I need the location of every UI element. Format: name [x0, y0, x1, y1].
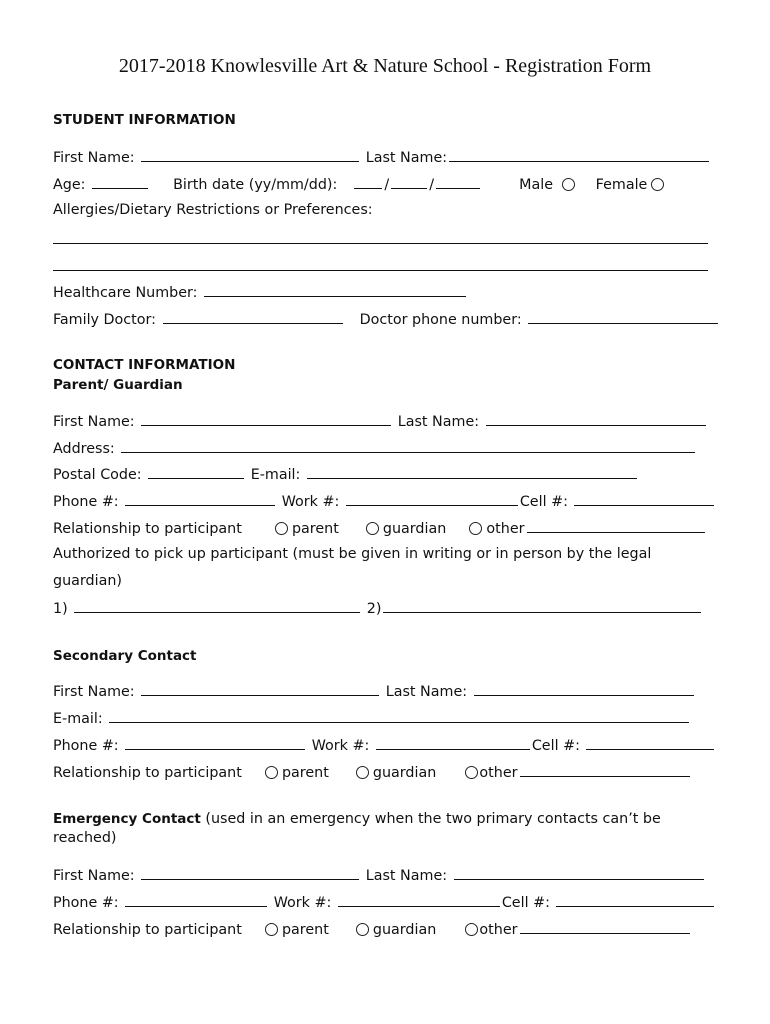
guardian-phone-row: [53, 490, 716, 510]
last-name-label: Last Name:: [397, 414, 480, 430]
phone-label: Phone #:: [53, 738, 119, 754]
address-row: [53, 437, 697, 457]
guardian-label: guardian: [372, 922, 437, 938]
guardian-radio[interactable]: [356, 766, 369, 779]
healthcare-row: [53, 281, 468, 301]
email-label: E-mail:: [53, 711, 103, 727]
allergies-row: [53, 200, 373, 220]
last-name-label: Last Name:: [365, 150, 448, 166]
guardian-first-name-field[interactable]: [141, 410, 391, 426]
authorized-pickup-label: Authorized to pick up participant (must be given in writing or in person by the legal: [53, 546, 652, 562]
secondary-last-name-field[interactable]: [474, 680, 694, 696]
first-name-label: First Name:: [53, 150, 135, 166]
pickup-person-1-field[interactable]: [74, 597, 360, 613]
secondary-work-field[interactable]: [376, 734, 530, 750]
emergency-phone-row: [53, 891, 716, 911]
healthcare-number-field[interactable]: [204, 281, 466, 297]
work-label: Work #:: [281, 494, 340, 510]
guardian-relationship-row: [53, 517, 707, 537]
first-name-label: First Name:: [53, 684, 135, 700]
guardian-phone-field[interactable]: [125, 490, 275, 506]
first-name-label: First Name:: [53, 868, 135, 884]
other-radio[interactable]: [465, 766, 478, 779]
guardian-label: guardian: [372, 765, 437, 781]
form-title: 2017-2018 Knowlesville Art & Nature School - Registration Form: [118, 55, 652, 77]
authorized-pickup-label-cont: guardian): [53, 573, 122, 589]
secondary-email-row: [53, 707, 691, 727]
secondary-name-row: [53, 680, 696, 700]
student-name-row: [53, 146, 711, 166]
secondary-relationship-row: [53, 761, 692, 781]
first-name-label: First Name:: [53, 414, 135, 430]
work-label: Work #:: [311, 738, 370, 754]
birth-month-field[interactable]: [391, 173, 427, 189]
date-separator: /: [429, 177, 435, 193]
emergency-phone-field[interactable]: [125, 891, 267, 907]
emergency-contact-note: (used in an emergency when the two primary contacts can’t be reached): [53, 811, 661, 846]
cell-label: Cell #:: [519, 494, 568, 510]
emergency-relationship-row: [53, 918, 692, 938]
male-radio[interactable]: [562, 178, 575, 191]
other-relationship-field[interactable]: [520, 918, 690, 934]
secondary-phone-row: [53, 734, 716, 754]
parent-label: parent: [291, 521, 339, 537]
emergency-contact-heading: Emergency Contact: [53, 811, 201, 827]
allergies-label: Allergies/Dietary Restrictions or Preferences:: [53, 202, 373, 218]
student-information-heading: STUDENT INFORMATION: [53, 112, 236, 128]
other-relationship-field[interactable]: [527, 517, 705, 533]
other-radio[interactable]: [465, 923, 478, 936]
secondary-first-name-field[interactable]: [141, 680, 379, 696]
family-doctor-label: Family Doctor:: [53, 312, 156, 328]
doctor-phone-field[interactable]: [528, 308, 718, 324]
age-label: Age:: [53, 177, 86, 193]
date-separator: /: [384, 177, 390, 193]
address-field[interactable]: [121, 437, 695, 453]
work-label: Work #:: [273, 895, 332, 911]
cell-label: Cell #:: [501, 895, 550, 911]
healthcare-number-label: Healthcare Number:: [53, 285, 198, 301]
authorized-row: [53, 544, 651, 564]
student-last-name-field[interactable]: [449, 146, 709, 162]
guardian-cell-field[interactable]: [574, 490, 714, 506]
phone-label: Phone #:: [53, 494, 119, 510]
emergency-contact-header: [53, 810, 693, 848]
family-doctor-field[interactable]: [163, 308, 343, 324]
female-label: Female: [595, 177, 648, 193]
birth-day-field[interactable]: [436, 173, 480, 189]
emergency-name-row: [53, 864, 706, 884]
guardian-radio[interactable]: [356, 923, 369, 936]
cell-label: Cell #:: [531, 738, 580, 754]
parent-label: parent: [281, 922, 329, 938]
doctor-phone-label: Doctor phone number:: [359, 312, 522, 328]
student-age-row: [53, 173, 668, 193]
birth-date-label: Birth date (yy/mm/dd):: [173, 177, 338, 193]
email-label: E-mail:: [250, 467, 301, 483]
parent-label: parent: [281, 765, 329, 781]
birth-year-field[interactable]: [354, 173, 382, 189]
other-label: other: [479, 765, 518, 781]
authorized-cont-row: [53, 571, 122, 591]
female-radio[interactable]: [651, 178, 664, 191]
postal-code-field[interactable]: [148, 463, 244, 479]
secondary-phone-field[interactable]: [125, 734, 305, 750]
parent-guardian-subheading: Parent/ Guardian: [53, 377, 183, 393]
doctor-row: [53, 308, 720, 328]
parent-radio[interactable]: [265, 923, 278, 936]
postal-code-label: Postal Code:: [53, 467, 142, 483]
other-radio[interactable]: [469, 522, 482, 535]
postal-email-row: [53, 463, 639, 483]
guardian-last-name-field[interactable]: [486, 410, 706, 426]
secondary-cell-field[interactable]: [586, 734, 714, 750]
pickup-2-label: 2): [366, 601, 382, 617]
parent-radio[interactable]: [275, 522, 288, 535]
allergies-line-1[interactable]: [53, 243, 708, 244]
other-label: other: [486, 521, 525, 537]
secondary-email-field[interactable]: [109, 707, 689, 723]
guardian-radio[interactable]: [366, 522, 379, 535]
relationship-label: Relationship to participant: [53, 521, 242, 537]
phone-label: Phone #:: [53, 895, 119, 911]
allergies-line-2[interactable]: [53, 270, 708, 271]
other-label: other: [479, 922, 518, 938]
guardian-email-field[interactable]: [307, 463, 637, 479]
guardian-label: guardian: [382, 521, 447, 537]
emergency-first-name-field[interactable]: [141, 864, 359, 880]
emergency-work-field[interactable]: [338, 891, 500, 907]
pickup-persons-row: [53, 597, 703, 617]
emergency-last-name-field[interactable]: [454, 864, 704, 880]
contact-information-heading: CONTACT INFORMATION: [53, 357, 236, 373]
pickup-person-2-field[interactable]: [383, 597, 701, 613]
pickup-1-label: 1): [53, 601, 68, 617]
male-label: Male: [519, 177, 554, 193]
parent-radio[interactable]: [265, 766, 278, 779]
relationship-label: Relationship to participant: [53, 765, 242, 781]
address-label: Address:: [53, 441, 115, 457]
student-first-name-field[interactable]: [141, 146, 359, 162]
age-field[interactable]: [92, 173, 148, 189]
guardian-name-row: [53, 410, 708, 430]
last-name-label: Last Name:: [365, 868, 448, 884]
last-name-label: Last Name:: [385, 684, 468, 700]
other-relationship-field[interactable]: [520, 761, 690, 777]
emergency-cell-field[interactable]: [556, 891, 714, 907]
guardian-work-field[interactable]: [346, 490, 518, 506]
secondary-contact-heading: Secondary Contact: [53, 648, 197, 664]
relationship-label: Relationship to participant: [53, 922, 242, 938]
